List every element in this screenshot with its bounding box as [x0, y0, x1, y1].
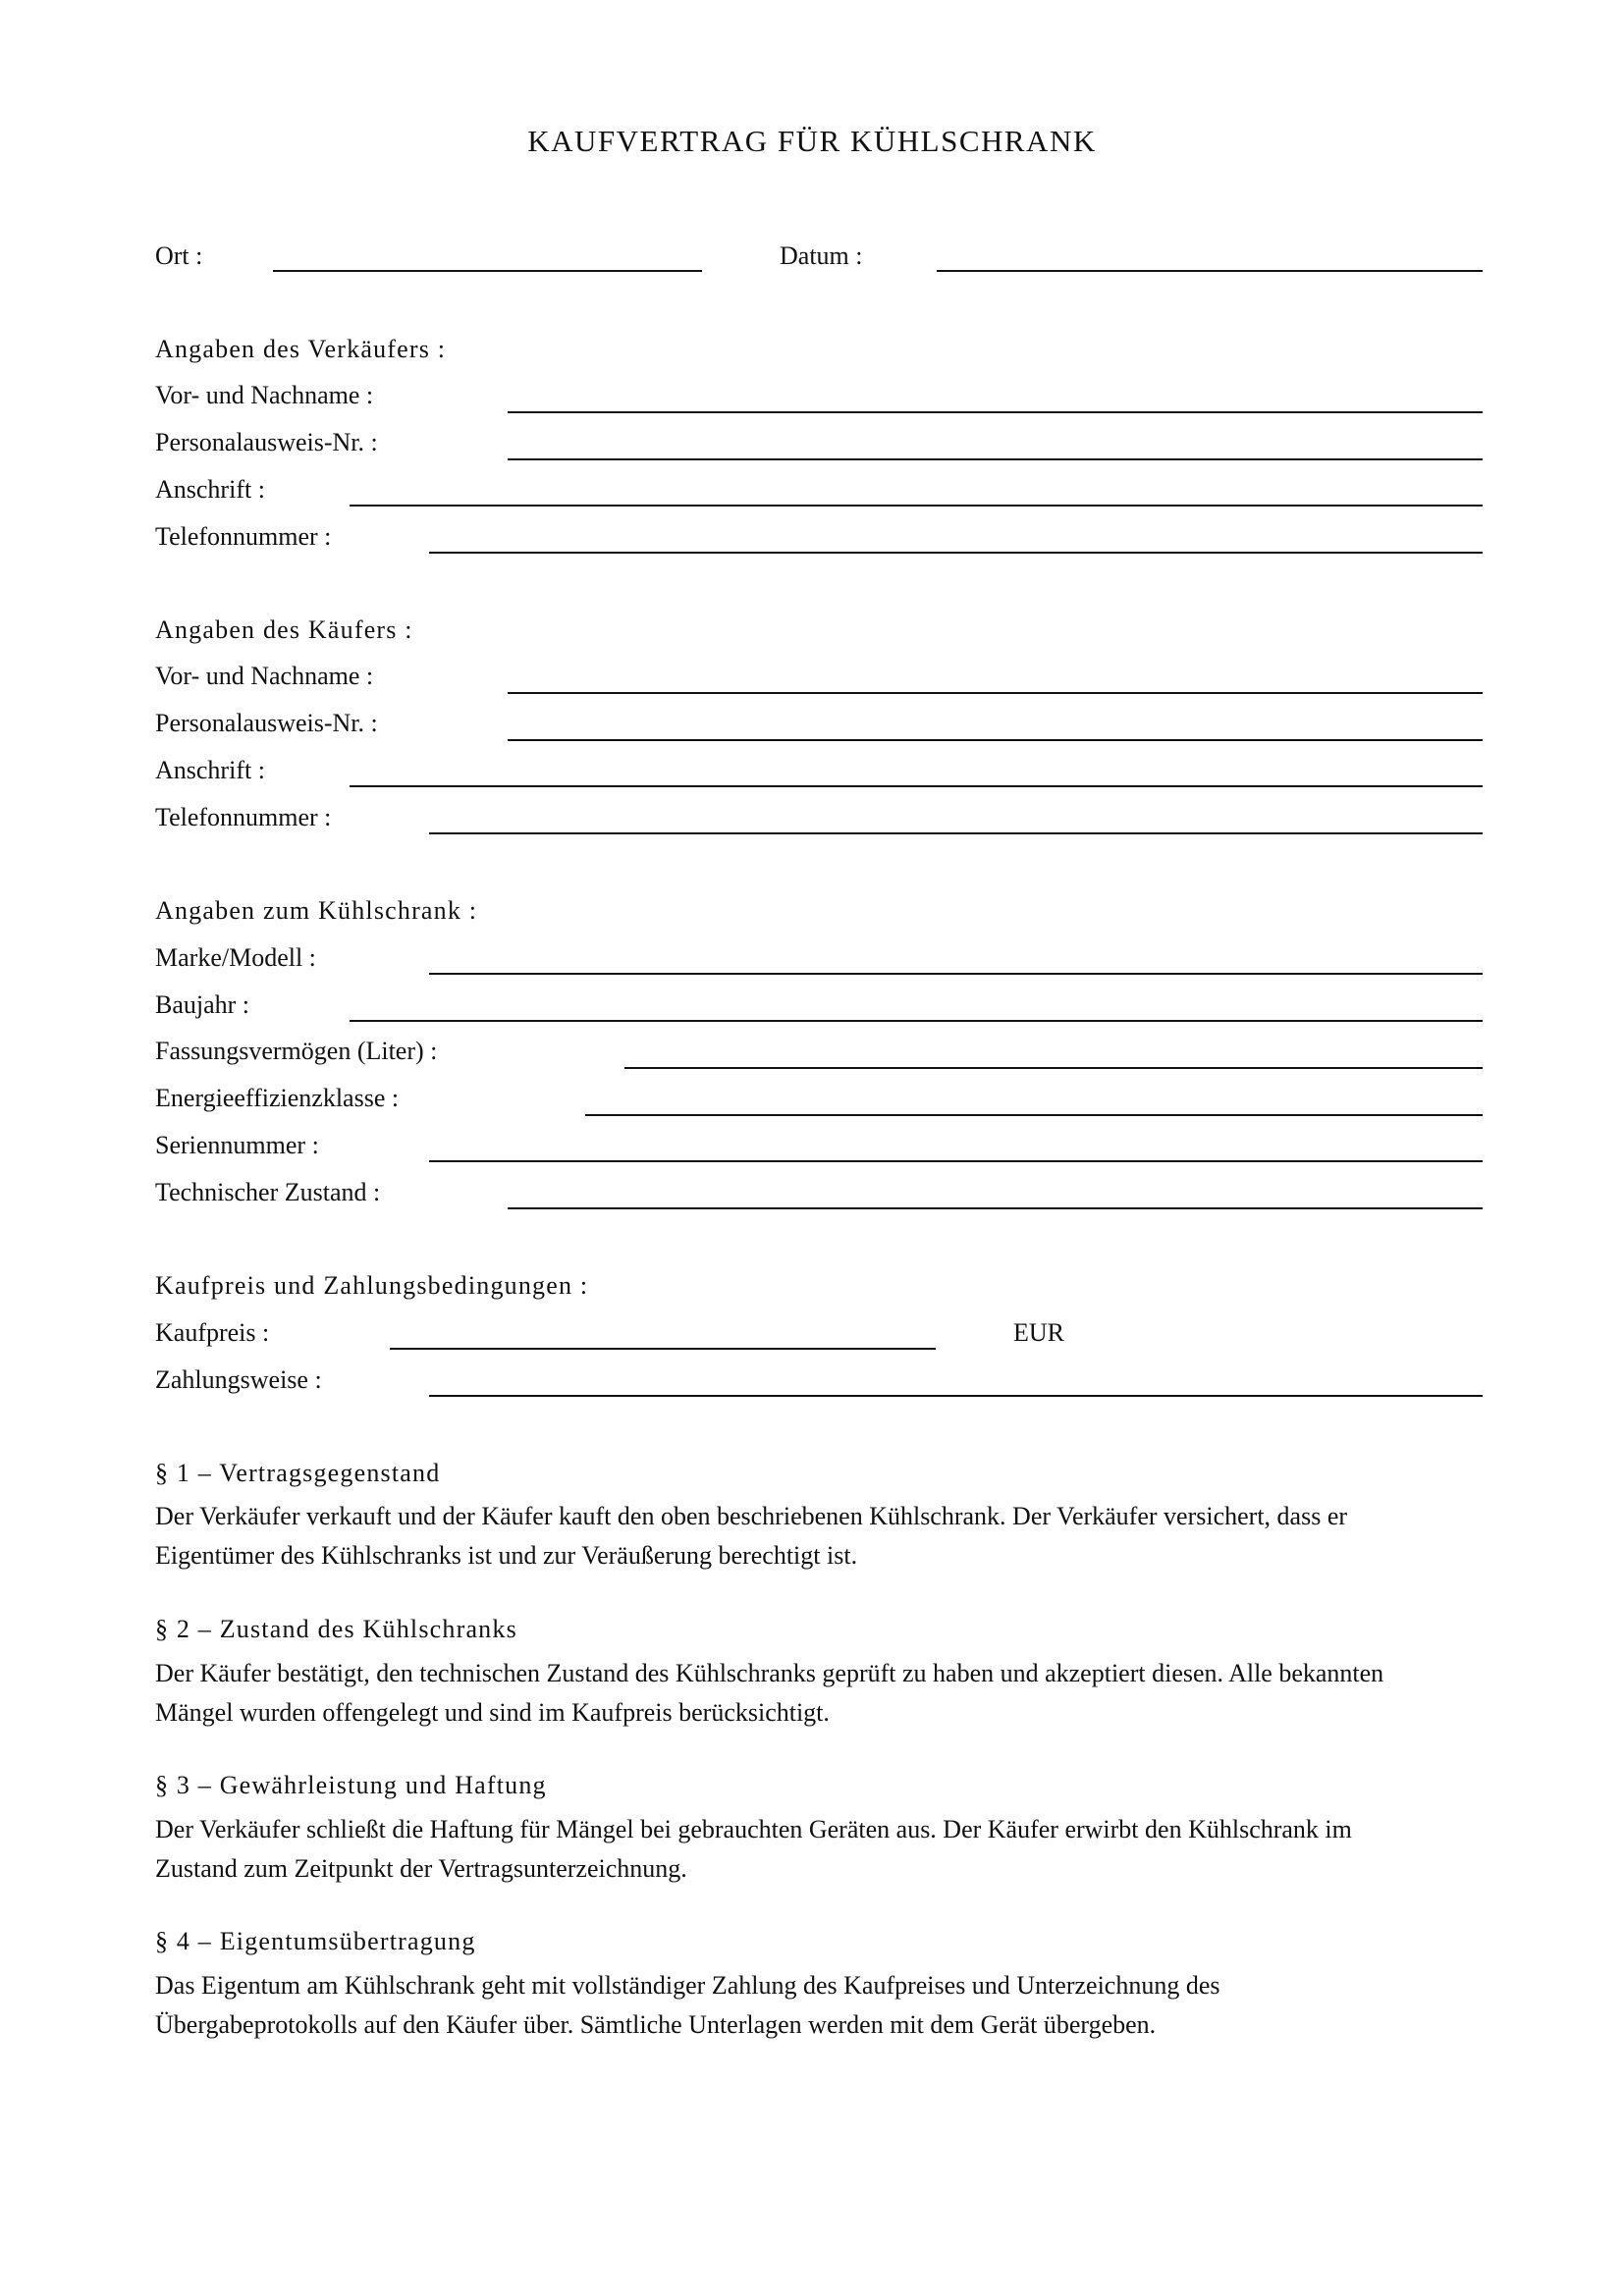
section-1-line-1: Der Verkäufer verkauft und der Käufer kauft den oben beschriebenen Kühlschrank. Der Verkäufer versichert, dass er [155, 1502, 1348, 1530]
buyer-heading: Angaben des Käufers : [155, 615, 413, 644]
seller-address-label: Anschrift : [155, 475, 265, 504]
buyer-name-label: Vor- und Nachname : [155, 662, 374, 690]
section-2-line-1: Der Käufer bestätigt, den technischen Zustand des Kühlschranks geprüft zu haben und akzeptiert diesen. Alle bekannten [155, 1659, 1384, 1687]
seller-heading: Angaben des Verkäufers : [155, 335, 447, 363]
section-4-heading: § 4 – Eigentumsübertragung [155, 1927, 476, 1955]
fridge-capacity-field[interactable] [624, 1067, 1483, 1069]
seller-address-field[interactable] [350, 505, 1483, 507]
section-4-line-2: Übergabeprotokolls auf den Käufer über. Sämtliche Unterlagen werden mit dem Gerät übergeben. [155, 2010, 1157, 2039]
document-title: KAUFVERTRAG FÜR KÜHLSCHRANK [527, 124, 1097, 158]
ort-field[interactable] [273, 270, 702, 272]
fridge-condition-field[interactable] [508, 1207, 1483, 1209]
seller-id-label: Personalausweis-Nr. : [155, 428, 378, 456]
fridge-capacity-label: Fassungsvermögen (Liter) : [155, 1037, 438, 1065]
seller-name-label: Vor- und Nachname : [155, 381, 374, 409]
seller-phone-field[interactable] [429, 552, 1483, 554]
buyer-phone-label: Telefonnummer : [155, 803, 332, 831]
section-3-line-2: Zustand zum Zeitpunkt der Vertragsunterzeichnung. [155, 1854, 687, 1883]
fridge-year-label: Baujahr : [155, 990, 250, 1019]
datum-label: Datum : [780, 241, 863, 270]
ort-label: Ort : [155, 241, 203, 270]
fridge-heading: Angaben zum Kühlschrank : [155, 896, 478, 925]
price-label: Kaufpreis : [155, 1318, 270, 1347]
seller-id-field[interactable] [508, 458, 1483, 460]
buyer-name-field[interactable] [508, 692, 1483, 694]
fridge-efficiency-label: Energieeffizienzklasse : [155, 1084, 400, 1112]
buyer-address-field[interactable] [350, 785, 1483, 787]
price-field[interactable] [390, 1348, 936, 1350]
section-1-text [155, 1497, 1490, 1575]
section-3-heading: § 3 – Gewährleistung und Haftung [155, 1771, 547, 1799]
seller-phone-label: Telefonnummer : [155, 522, 332, 551]
buyer-phone-field[interactable] [429, 832, 1483, 834]
section-3-text [155, 1810, 1490, 1889]
fridge-serial-field[interactable] [429, 1160, 1483, 1162]
fridge-brand-label: Marke/Modell : [155, 943, 316, 972]
payment-heading: Kaufpreis und Zahlungsbedingungen : [155, 1271, 589, 1300]
section-1-line-2: Eigentümer des Kühlschranks ist und zur Veräußerung berechtigt ist. [155, 1541, 858, 1570]
payment-method-label: Zahlungsweise : [155, 1365, 322, 1394]
fridge-condition-label: Technischer Zustand : [155, 1178, 381, 1206]
fridge-brand-field[interactable] [429, 973, 1483, 975]
fridge-year-field[interactable] [350, 1020, 1483, 1022]
buyer-address-label: Anschrift : [155, 756, 265, 784]
payment-method-field[interactable] [429, 1395, 1483, 1397]
datum-field[interactable] [937, 270, 1483, 272]
currency-label: EUR [1013, 1318, 1064, 1347]
section-4-line-1: Das Eigentum am Kühlschrank geht mit vollständiger Zahlung des Kaufpreises und Unterzeichnung des [155, 1971, 1220, 2000]
section-4-text [155, 1966, 1490, 2045]
section-2-line-2: Mängel wurden offengelegt und sind im Kaufpreis berücksichtigt. [155, 1698, 830, 1727]
fridge-efficiency-field[interactable] [585, 1114, 1483, 1116]
section-1-heading: § 1 – Vertragsgegenstand [155, 1459, 441, 1487]
section-2-heading: § 2 – Zustand des Kühlschranks [155, 1615, 517, 1643]
buyer-id-field[interactable] [508, 739, 1483, 741]
fridge-serial-label: Seriennummer : [155, 1131, 319, 1159]
buyer-id-label: Personalausweis-Nr. : [155, 709, 378, 737]
seller-name-field[interactable] [508, 411, 1483, 413]
section-2-text [155, 1654, 1490, 1733]
section-3-line-1: Der Verkäufer schließt die Haftung für Mängel bei gebrauchten Geräten aus. Der Käufer erwirbt den Kühlschrank im [155, 1815, 1352, 1843]
